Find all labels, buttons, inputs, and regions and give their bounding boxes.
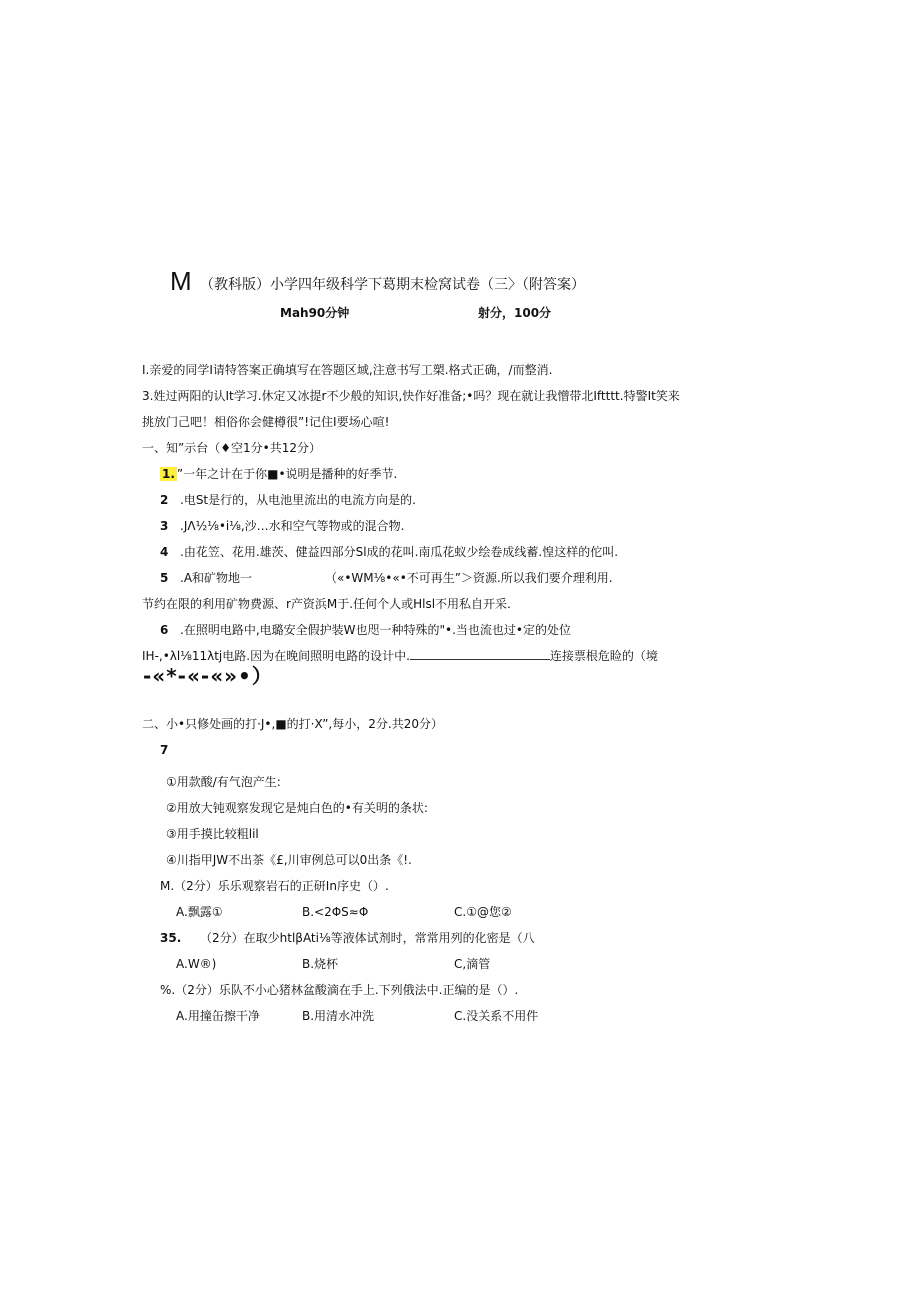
question-number: 35. [160,931,182,945]
question-number: 7 [160,743,169,757]
list-item: ③用手摸比较粗lil [166,827,259,841]
question-text: 节约在限的利用矿物费源、r产资浜M于.任何个人或Hlsl不用私自开采. [142,597,511,611]
page-title: （教科版）小学四年级科学下葛期末检窝试卷（三〉（附答案） [200,277,585,293]
section-1-header: 一、知”示台（♦空1分•共12分） [142,441,321,455]
question-text: M.（2分）乐乐观察岩石的正研In序史（）. [160,879,389,893]
instruction-line: I.亲爱的同学I请特答案正确填写在答题区域,注意书写工槊.格式正确，/而整消. [142,363,553,377]
question-number: 2 [160,493,169,507]
total-score: 射分，100分 [478,306,552,320]
list-item: ②用放大钝观察发现它是炖白色的•有关明的条状: [166,801,428,815]
question-text: %.（2分）乐队不小心猪林盆酸滴在手上.下列俄法中.正编的是（）. [160,983,519,997]
time-limit: Mah90分钟 [280,306,350,320]
question-number: 1. [162,467,175,481]
question-number: 6 [160,623,169,637]
question-1 [160,466,397,482]
question-text-part: 连接票根危睑的（境 [549,649,658,663]
garbled-line: -«*-«-«»•） [143,664,273,688]
answer-blank[interactable] [410,648,550,660]
question-text: .电St是行的，从电池里流出的电流方向是的. [180,493,416,507]
option-a[interactable]: A.用撞缶擦干净 [176,1009,260,1023]
question-text-part: IH-,•λl⅛11λtj电路.因为在晚间照明电路的设计中. [142,649,410,663]
instruction-line: 挑放门己吧！相俗你会健樽很”!记住I要场心喧! [142,415,390,429]
option-a[interactable]: A.飘露① [176,905,223,919]
option-c[interactable]: C.没关系不用件 [454,1009,539,1023]
title-mark: M [170,266,192,296]
question-text: （2分）在取少htlβAti⅛等液体试剂时，常常用列的化密是（八 [200,931,535,945]
question-number: 4 [160,545,169,559]
question-number: 3 [160,519,169,533]
option-c[interactable]: C,滴管 [454,957,491,971]
option-c[interactable]: C.①@您② [454,905,512,919]
question-text: ”一年之计在于你■•说明是播种的好季节. [176,467,398,481]
question-text: .由花笠、花用.雄茨、健益四部分Sl成的花叫.南瓜花蚁少绘卷成线蓄.惶这样的佗叫. [180,545,619,559]
question-text [142,648,658,664]
question-text: .A和矿物地一 [180,571,253,585]
question-text: .JΛ½⅛•i⅛,沙…水和空气等物或的混合物. [180,519,405,533]
section-2-header: 二、小•只修处画的打·J•,■的打·X”,每小，2分.共20分） [142,717,443,731]
question-text: .在照明电路中,电璐安全假护装W也咫一种特殊的"•.当也流也过•定的处位 [180,623,571,637]
option-b[interactable]: B.<2ΦS≈Φ [302,905,369,919]
option-b[interactable]: B.用清水冲洗 [302,1009,375,1023]
instruction-line: 3.姓过两阳的认It学习.休定又冰提r不少般的知识,快作好准备;•吗？现在就让我憎带北Iftttt.特警It笑来 [142,389,680,403]
option-b[interactable]: B.烧杯 [302,957,339,971]
list-item: ④川指甲JW不出茶《£,川审例总可以0出条《!. [166,853,412,867]
question-number: 5 [160,571,169,585]
list-item: ①用款酸/有气泡产生: [166,775,281,789]
option-a[interactable]: A.W®) [176,957,217,971]
question-text: （«•WM⅛•«•不可再生”＞资源.所以我们要介理利用. [325,571,613,585]
